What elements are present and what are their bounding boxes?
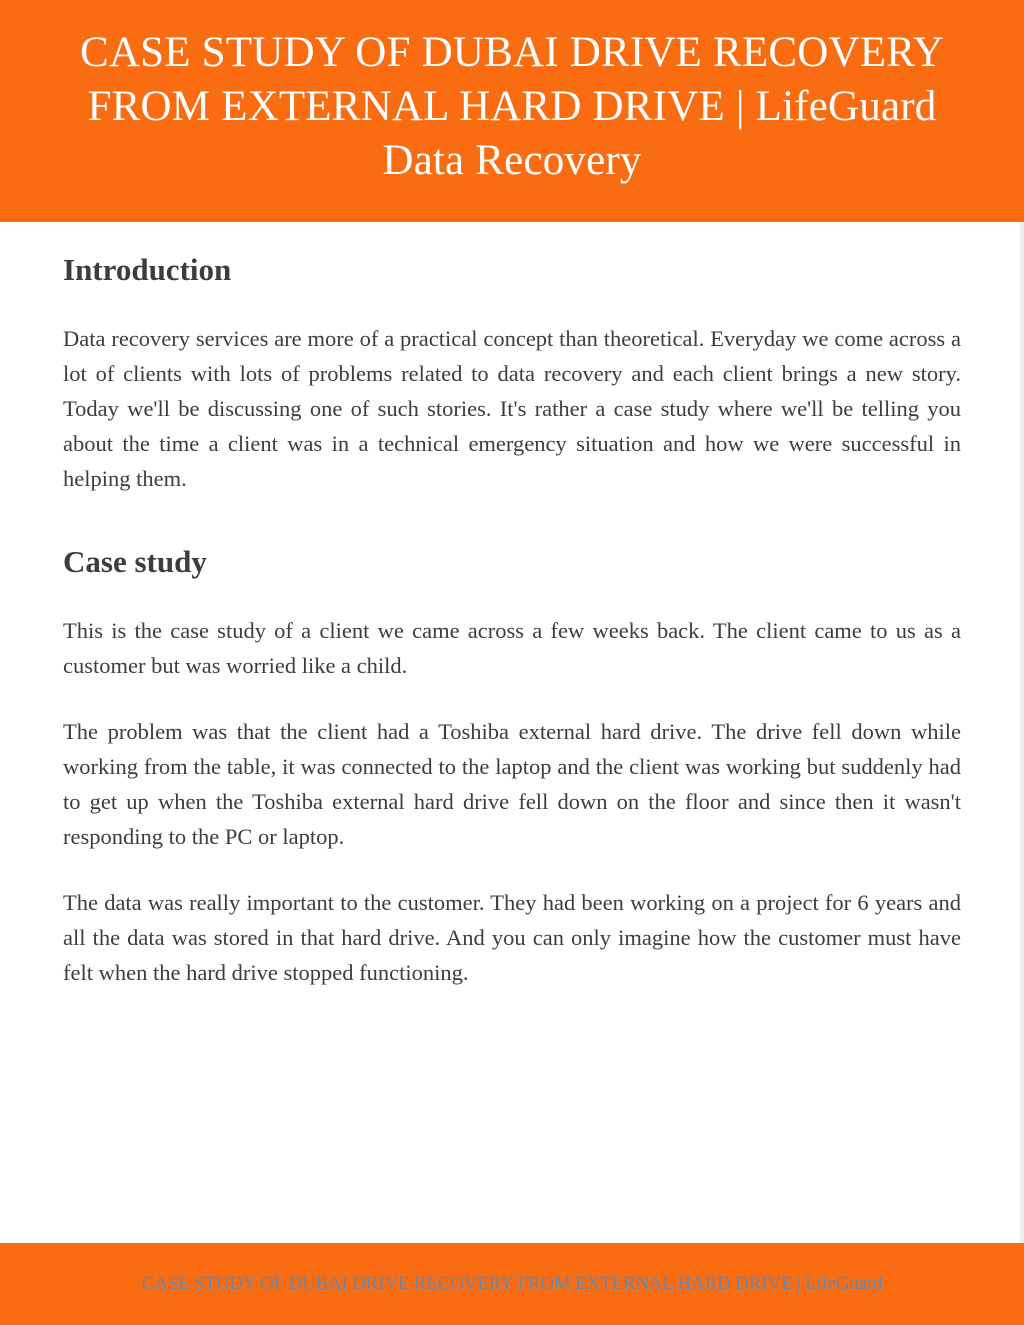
page-edge-shadow	[1020, 222, 1024, 1243]
header-banner	[0, 0, 1024, 222]
document-body	[63, 244, 961, 990]
introduction-section	[63, 244, 961, 496]
footer-title-link[interactable]: CASE STUDY OF DUBAI DRIVE RECOVERY FROM EXTERNAL HARD DRIVE | LifeGuard	[141, 1273, 883, 1294]
case-study-paragraph-1: This is the case study of a client we came across a few weeks back. The client came to us as a customer but was worried like a child.	[63, 618, 961, 678]
footer-banner	[0, 1243, 1024, 1325]
introduction-paragraph: Data recovery services are more of a practical concept than theoretical. Everyday we come across a lot of clients with lots of problems related to data recovery and each client brings a new story. Today we'll be discussing one of such stories. It's rather a case study where we'll be telling you about the time a client was in a technical emergency situation and how we were successful in helping them.	[63, 326, 961, 491]
case-study-paragraph-2: The problem was that the client had a Toshiba external hard drive. The drive fell down while working from the table, it was connected to the laptop and the client was working but suddenly had to get up when the Toshiba external hard drive fell down on the floor and since then it wasn't responding to the PC or laptop.	[63, 719, 961, 849]
document-title: CASE STUDY OF DUBAI DRIVE RECOVERY FROM EXTERNAL HARD DRIVE | LifeGuard Data Recovery	[79, 29, 945, 184]
case-study-section	[63, 536, 961, 990]
introduction-heading: Introduction	[63, 252, 232, 287]
case-study-paragraph-3: The data was really important to the customer. They had been working on a project for 6 years and all the data was stored in that hard drive. And you can only imagine how the customer must have felt when the hard drive stopped functioning.	[63, 890, 961, 985]
case-study-heading: Case study	[63, 544, 207, 579]
